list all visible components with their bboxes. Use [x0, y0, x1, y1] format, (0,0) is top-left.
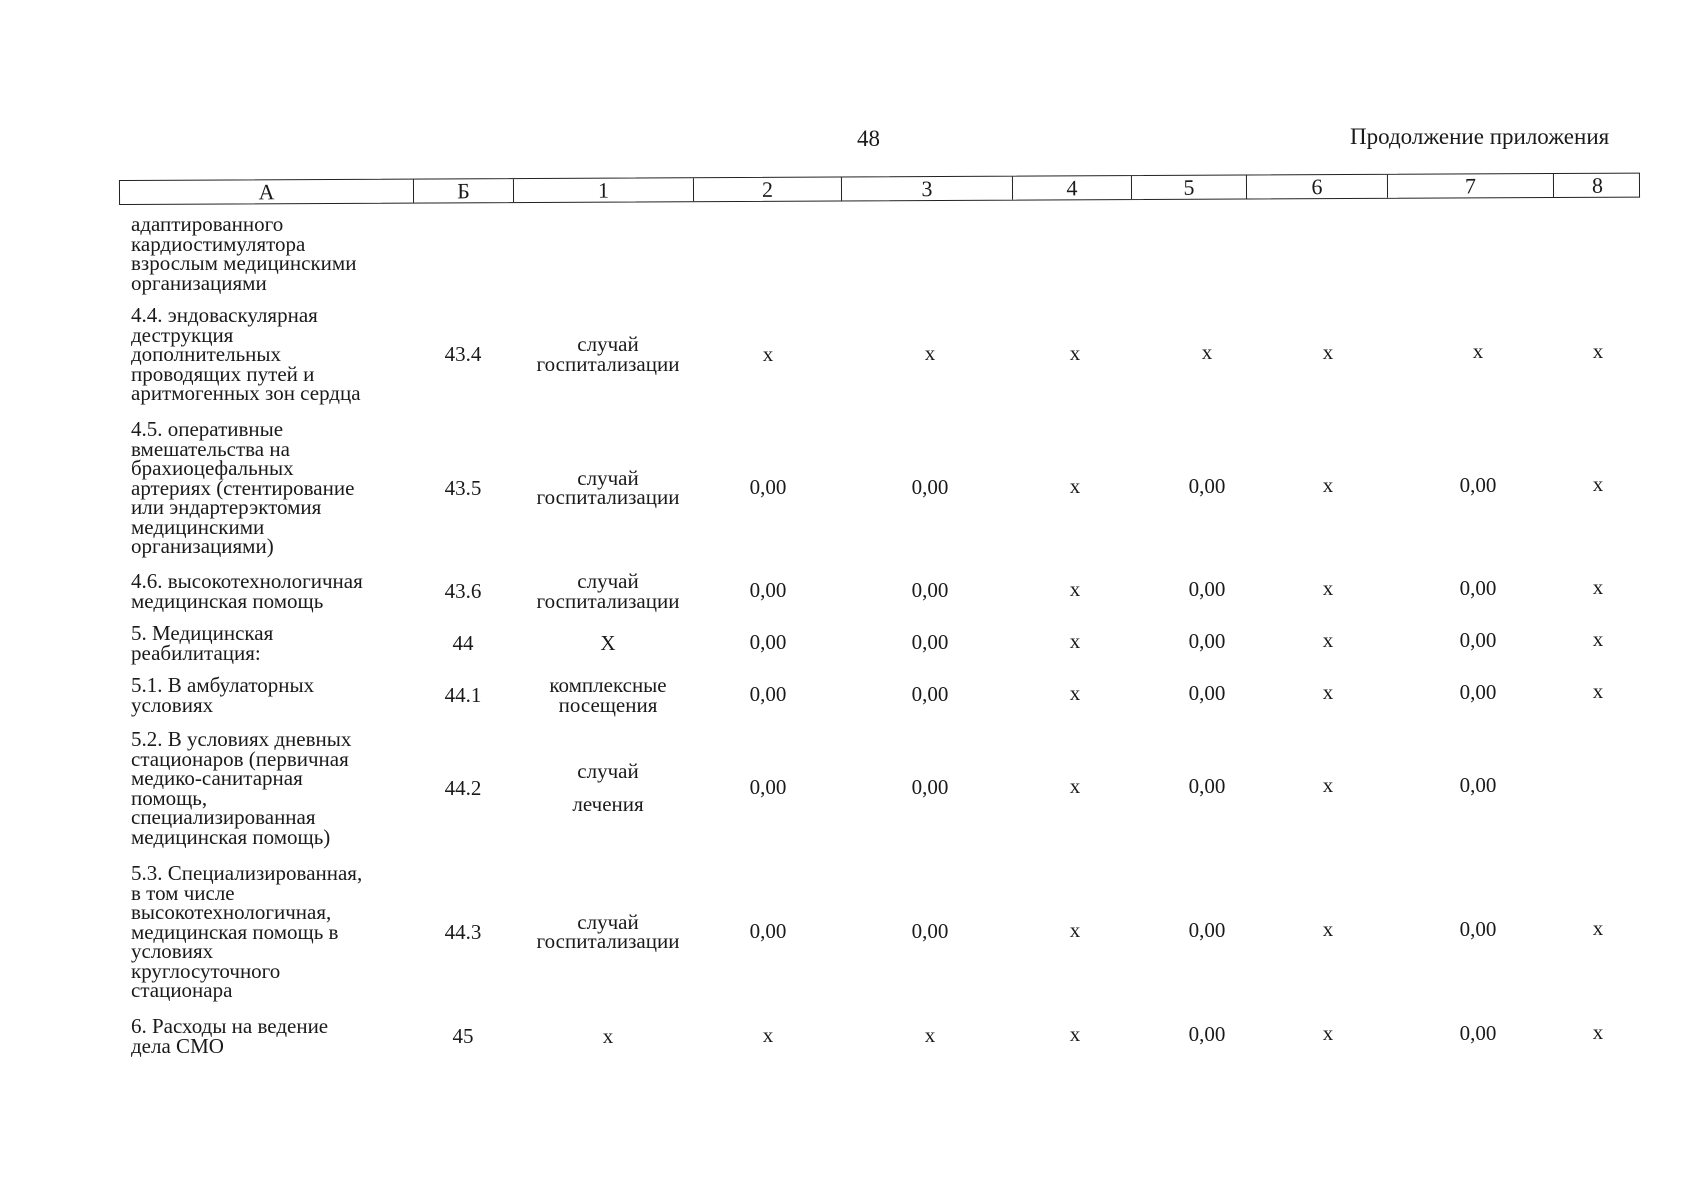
row-9-col-c2: х — [762, 1023, 774, 1048]
row-8-col-c2: 0,00 — [749, 919, 787, 943]
row-9-col-c3: х — [924, 1022, 936, 1047]
row-7-name-line: медицинская помощь) — [131, 824, 331, 849]
row-5-name-line: 5. Медицинская — [131, 621, 274, 645]
row-4-col-c6: х — [1322, 576, 1334, 601]
row-1-name-line: организациями — [131, 270, 267, 295]
row-7-unit-line: лечения — [572, 792, 644, 817]
row-7-name-line: 5.2. В условиях дневных — [131, 727, 352, 751]
column-header-5: 3 — [841, 177, 1012, 201]
row-4-col-c4: х — [1069, 577, 1081, 602]
row-4-unit-line: случай — [577, 569, 639, 593]
row-8-name-line: медицинская помощь в — [131, 919, 339, 944]
row-9-col-c6: х — [1322, 1021, 1334, 1046]
row-5-col-c3: 0,00 — [911, 629, 949, 654]
row-3-col-c8: х — [1592, 472, 1604, 496]
row-7-unit-line: случай — [577, 759, 639, 784]
column-header-1: А — [258, 179, 275, 205]
row-4-col-b: 43.6 — [444, 578, 482, 603]
row-3-col-c5: 0,00 — [1188, 473, 1226, 498]
row-4-col-c5: 0,00 — [1188, 576, 1226, 601]
row-1-name-line: кардиостимулятора — [131, 231, 306, 256]
row-9-col-c4: х — [1069, 1022, 1081, 1047]
row-2-col-b: 43.4 — [444, 342, 482, 366]
row-5-col-c2: 0,00 — [749, 630, 787, 655]
row-8-col-c4: х — [1069, 918, 1081, 942]
row-3-col-c3: 0,00 — [911, 474, 949, 499]
row-9-col-c7: 0,00 — [1459, 1020, 1497, 1045]
column-header-4: 2 — [693, 177, 841, 201]
row-5-col-c8: х — [1592, 627, 1604, 652]
row-4-col-c2: 0,00 — [749, 578, 787, 603]
row-8-name-line: стационара — [131, 978, 233, 1002]
row-2-col-c6: х — [1322, 339, 1334, 364]
row-5-name-line: реабилитация: — [131, 640, 261, 665]
row-6-unit-line: комплексные — [549, 673, 667, 697]
row-9-col-b: 45 — [452, 1023, 474, 1048]
row-8-name-line: 5.3. Специализированная, — [131, 861, 363, 885]
row-2-name-line: дополнительных — [131, 342, 282, 366]
row-7-col-c2: 0,00 — [749, 775, 787, 800]
row-7-name-line: стационаров (первичная — [131, 746, 349, 771]
row-9-col-c5: 0,00 — [1188, 1021, 1226, 1046]
row-6-col-c4: х — [1069, 681, 1081, 706]
row-3-col-b: 43.5 — [444, 475, 482, 500]
row-8-col-c8: х — [1592, 916, 1604, 940]
row-6-col-c2: 0,00 — [749, 682, 787, 707]
row-8-col-c6: х — [1322, 917, 1334, 941]
row-2-col-c2: х — [762, 341, 774, 366]
row-5-col-c6: х — [1322, 628, 1334, 653]
row-3-unit-line: госпитализации — [536, 485, 680, 510]
row-7-name-line: медико-санитарная — [131, 766, 303, 790]
row-7-col-c6: х — [1322, 773, 1334, 798]
row-6-name-line: 5.1. В амбулаторных — [131, 673, 315, 697]
row-3-name-line: брахиоцефальных — [131, 456, 294, 480]
column-header-10: 8 — [1553, 174, 1641, 197]
row-7-name-line: помощь, — [131, 785, 208, 810]
row-8-col-b: 44.3 — [444, 919, 482, 944]
row-3-unit-line: случай — [577, 465, 639, 490]
row-5-col-c7: 0,00 — [1459, 627, 1497, 652]
row-2-name-line: 4.4. эндоваскулярная — [131, 303, 318, 327]
row-6-name-line: условиях — [131, 692, 214, 717]
column-header-8: 6 — [1246, 175, 1387, 199]
row-8-col-c7: 0,00 — [1459, 916, 1497, 941]
row-3-col-c4: х — [1069, 474, 1081, 498]
row-6-col-c8: х — [1592, 679, 1604, 704]
row-3-name-line: или эндартерэктомия — [131, 495, 322, 519]
row-2-col-c7: х — [1472, 339, 1484, 363]
row-3-col-c6: х — [1322, 473, 1334, 497]
row-8-name-line: высокотехнологичная, — [131, 900, 332, 924]
row-8-col-c5: 0,00 — [1188, 917, 1226, 942]
row-2-name-line: деструкция — [131, 322, 234, 347]
row-2-col-c4: х — [1069, 340, 1081, 365]
row-2-name-line: аритмогенных зон сердца — [131, 381, 361, 405]
row-5-col-c4: х — [1069, 629, 1081, 654]
row-6-unit-line: посещения — [558, 692, 658, 717]
row-5-col-c5: 0,00 — [1188, 628, 1226, 653]
row-3-name-line: организациями) — [131, 534, 274, 558]
row-1-name-line: адаптированного — [131, 212, 284, 236]
row-8-name-line: круглосуточного — [131, 958, 281, 983]
row-2-col-c8: х — [1592, 338, 1604, 363]
row-9-name-line: дела СМО — [131, 1033, 224, 1058]
row-2-name-line: проводящих путей и — [131, 361, 315, 386]
column-header-7: 5 — [1131, 175, 1246, 199]
row-9-col-c8: х — [1592, 1020, 1604, 1045]
row-8-col-c3: 0,00 — [911, 918, 949, 943]
row-2-col-c5: х — [1201, 340, 1213, 364]
column-header-6: 4 — [1012, 176, 1131, 200]
row-8-name-line: в том числе — [131, 880, 235, 905]
row-6-col-c5: 0,00 — [1188, 680, 1226, 705]
row-4-name-line: медицинская помощь — [131, 588, 324, 613]
row-2-unit-line: госпитализации — [536, 351, 680, 376]
column-header-9: 7 — [1387, 174, 1553, 198]
row-7-col-c4: х — [1069, 774, 1081, 799]
row-4-col-c7: 0,00 — [1459, 575, 1497, 600]
row-3-col-c2: 0,00 — [749, 475, 787, 499]
row-7-col-c5: 0,00 — [1188, 773, 1226, 798]
row-3-name-line: 4.5. оперативные — [131, 417, 284, 441]
continuation-note: Продолжение приложения — [1350, 124, 1610, 149]
row-7-col-c7: 0,00 — [1459, 772, 1497, 797]
row-7-name-line: специализированная — [131, 805, 316, 829]
row-6-col-c3: 0,00 — [911, 681, 949, 706]
row-2-unit-line: случай — [577, 332, 639, 357]
row-8-unit-line: случай — [577, 909, 639, 934]
row-6-col-c6: х — [1322, 680, 1334, 705]
row-3-name-line: артериях (стентирование — [131, 475, 355, 500]
row-5-unit-line: Х — [600, 630, 616, 655]
row-3-name-line: медицинскими — [131, 514, 265, 539]
row-8-name-line: условиях — [131, 939, 214, 963]
row-6-col-b: 44.1 — [444, 682, 482, 707]
column-header-3: 1 — [513, 178, 693, 202]
row-4-unit-line: госпитализации — [536, 588, 680, 613]
column-header-2: Б — [413, 179, 513, 202]
row-2-col-c3: х — [924, 341, 936, 365]
row-4-col-c8: х — [1592, 575, 1604, 600]
row-8-unit-line: госпитализации — [536, 929, 680, 954]
row-4-col-c3: 0,00 — [911, 577, 949, 602]
row-9-name-line: 6. Расходы на ведение — [131, 1014, 329, 1038]
row-6-col-c7: 0,00 — [1459, 679, 1497, 704]
row-7-col-b: 44.2 — [444, 775, 482, 800]
page-number: 48 — [857, 126, 880, 151]
row-9-unit-line: х — [602, 1023, 614, 1048]
row-3-name-line: вмешательства на — [131, 436, 290, 461]
row-1-name-line: взрослым медицинскими — [131, 251, 357, 275]
row-7-col-c3: 0,00 — [911, 774, 949, 799]
row-3-col-c7: 0,00 — [1459, 472, 1497, 497]
row-5-col-b: 44 — [452, 630, 474, 655]
row-4-name-line: 4.6. высокотехнологичная — [131, 569, 363, 593]
